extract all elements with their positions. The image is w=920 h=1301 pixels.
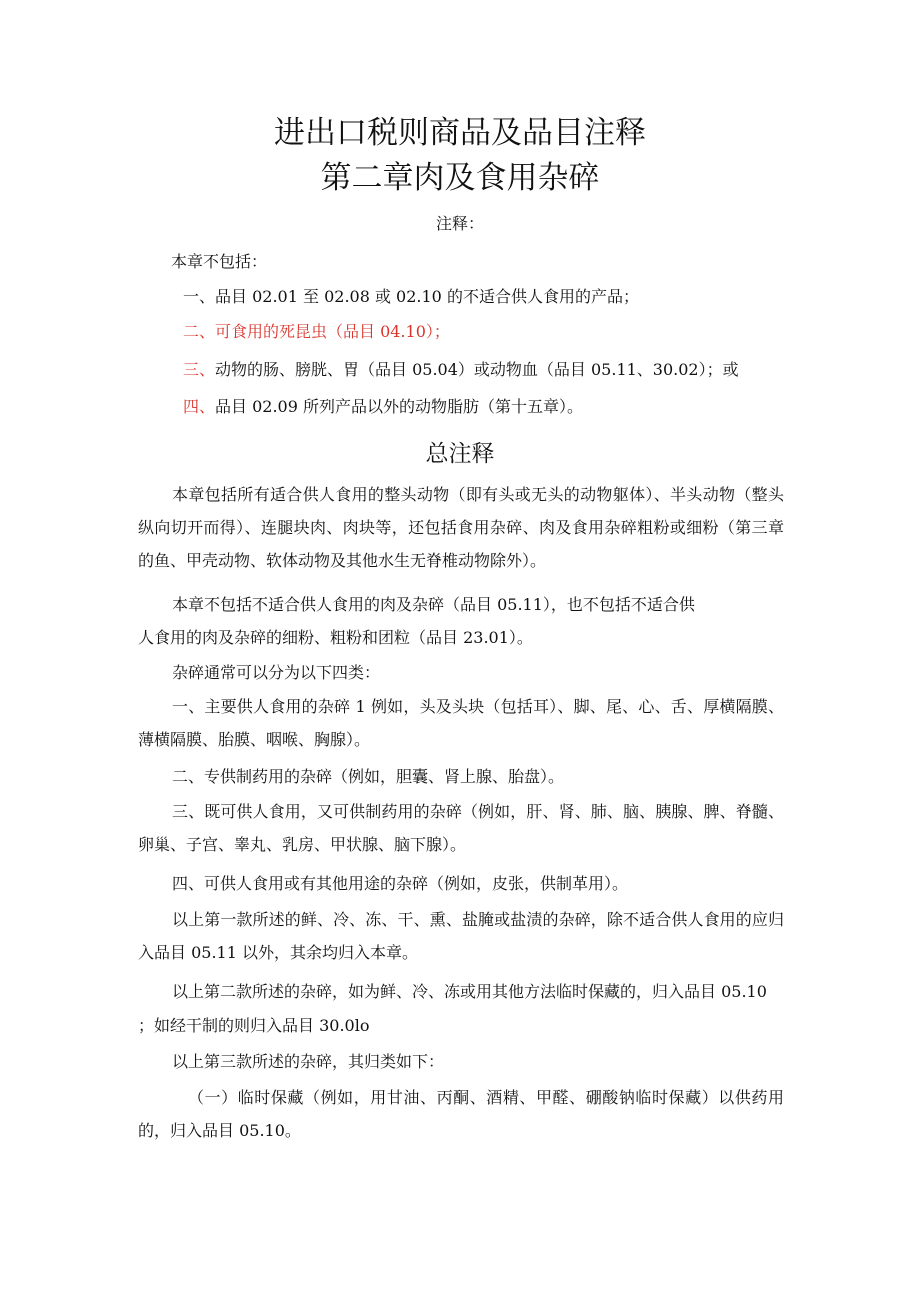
note-item-number: 四、 xyxy=(183,397,216,416)
note-item-text: 动物的肠、膀胱、胃（品目 05.04）或动物血（品目 05.11、30.02）；或 xyxy=(215,360,739,379)
offal-category-2: 二、专供制药用的杂碎（例如，胆囊、肾上腺、胎盘）。 xyxy=(172,767,565,786)
note-item-number: 一、 xyxy=(183,287,216,306)
general-paragraph: 以上第一款所述的鲜、冷、冻、干、熏、盐腌或盐渍的杂碎，除不适合供人食用的应归入品目 05.11 以外，其余均归入本章。 xyxy=(138,910,784,962)
note-item-2 xyxy=(183,320,450,344)
note-item-4 xyxy=(183,395,583,419)
note-item-text: 品目 02.09 所列产品以外的动物脂肪（第十五章）。 xyxy=(215,397,583,416)
offal-category-4: 四、可供人食用或有其他用途的杂碎（例如，皮张，供制革用）。 xyxy=(172,874,629,893)
document-title: 进出口税则商品及品目注释 xyxy=(274,115,646,151)
chapter-title: 第二章肉及食用杂碎 xyxy=(320,160,600,196)
note-item-text: 品目 02.01 至 02.08 或 02.10 的不适合供人食用的产品； xyxy=(215,287,639,306)
offal-category-3: 三、既可供人食用，又可供制药用的杂碎（例如，肝、肾、肺、脑、胰腺、脾、脊髓、卵巢、子宫、睾丸、乳房、甲状腺、脑下腺）。 xyxy=(138,802,784,854)
general-paragraph: 以上第三款所述的杂碎，其归类如下： xyxy=(172,1052,445,1071)
notes-label: 注释： xyxy=(435,214,484,233)
offal-category-1: 一、主要供人食用的杂碎 1 例如，头及头块（包括耳）、脚、尾、心、舌、厚横隔膜、薄横隔膜、胎膜、咽喉、胸腺）。 xyxy=(138,697,784,749)
note-item-3 xyxy=(183,358,739,382)
general-paragraph: ；如经干制的则归入品目 30.0lo xyxy=(138,1016,370,1035)
note-item-1 xyxy=(183,285,639,309)
general-paragraph: （一）临时保藏（例如，用甘油、丙酮、酒精、甲醛、硼酸钠临时保藏）以供药用的，归入品目 05.10。 xyxy=(138,1088,784,1140)
general-paragraph: 本章不包括不适合供人食用的肉及杂碎（品目 05.11），也不包括不适合供 xyxy=(172,595,695,614)
note-item-text: 可食用的死昆虫（品目 04.10）； xyxy=(215,322,450,341)
notes-intro: 本章不包括： xyxy=(171,252,268,271)
general-notes-title: 总注释 xyxy=(425,441,495,467)
general-paragraph: 以上第二款所述的杂碎，如为鲜、冷、冻或用其他方法临时保藏的，归入品目 05.10 xyxy=(172,982,767,1001)
note-item-number: 三、 xyxy=(183,360,216,379)
note-item-number: 二、 xyxy=(183,322,216,341)
general-paragraph: 本章包括所有适合供人食用的整头动物（即有头或无头的动物躯体）、半头动物（整头纵向切开而得）、连腿块肉、肉块等，还包括食用杂碎、肉及食用杂碎粗粉或细粉（第三章的鱼、甲壳动物、软体动物及其他水生无脊椎动物除外）。 xyxy=(138,485,784,570)
general-paragraph: 杂碎通常可以分为以下四类： xyxy=(172,663,381,682)
general-paragraph: 人食用的肉及杂碎的细粉、粗粉和团粒（品目 23.01）。 xyxy=(138,628,533,647)
